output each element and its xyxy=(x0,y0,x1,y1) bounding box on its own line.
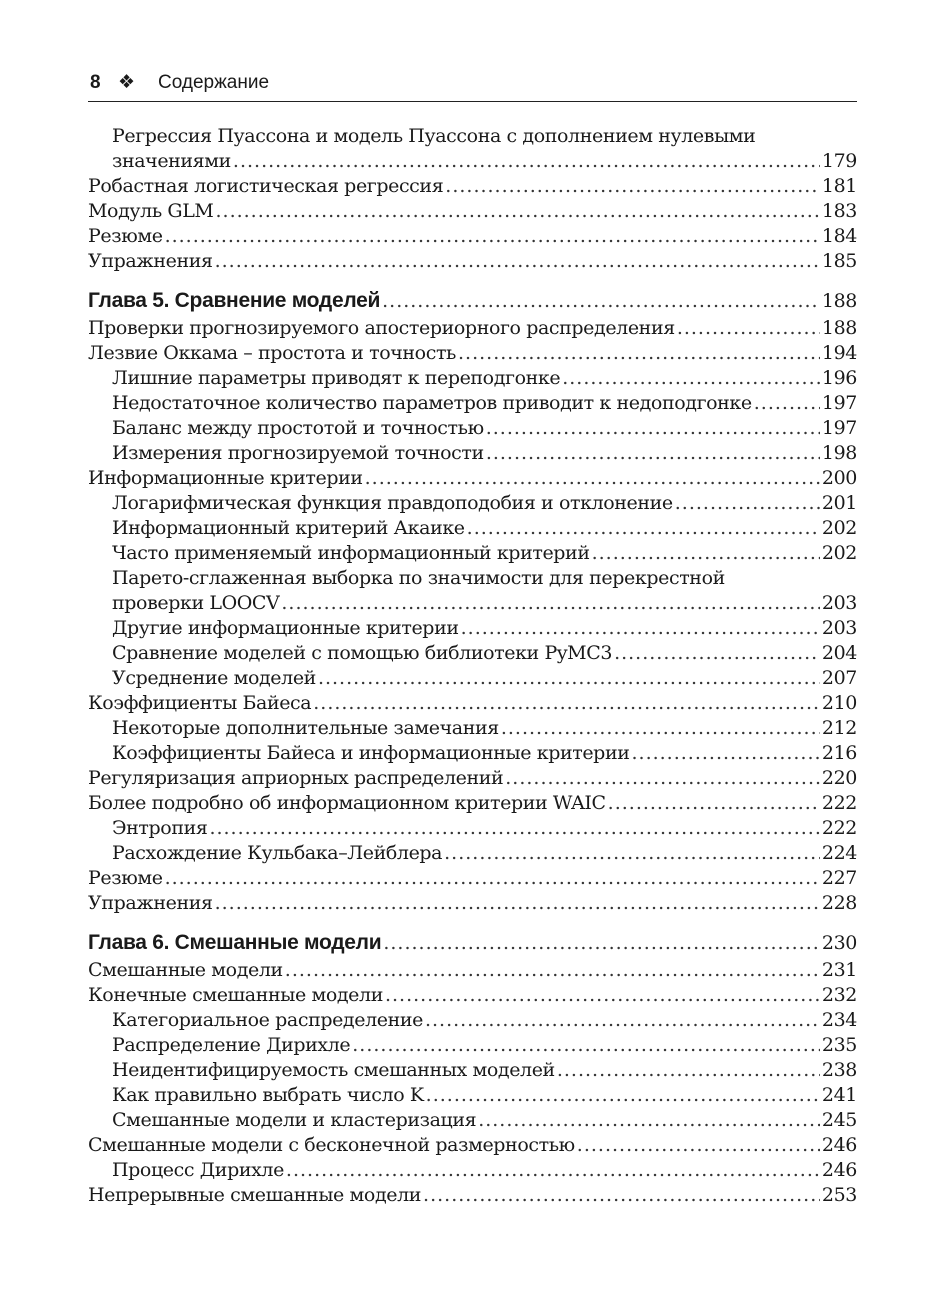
toc-entry-label: Логарифмическая функция правдоподобия и отклонение xyxy=(112,492,673,514)
toc-entry[interactable] xyxy=(88,1058,857,1083)
leader-dots xyxy=(426,1083,820,1108)
toc-page-number: 200 xyxy=(821,467,857,489)
toc-entry[interactable] xyxy=(88,341,857,366)
leader-dots xyxy=(215,249,820,274)
toc-entry[interactable] xyxy=(88,691,857,716)
toc-entry[interactable] xyxy=(88,199,857,224)
toc-entry[interactable] xyxy=(88,983,857,1008)
toc-entry[interactable] xyxy=(88,866,857,891)
toc-page-number: 203 xyxy=(821,617,857,639)
toc-page-number: 185 xyxy=(821,250,857,272)
leader-dots xyxy=(557,1058,820,1083)
leader-dots xyxy=(233,149,820,174)
toc-entry-label: Другие информационные критерии xyxy=(112,617,459,639)
toc-entry-label: Конечные смешанные модели xyxy=(88,984,383,1006)
toc-entry[interactable] xyxy=(88,416,857,441)
toc-entry[interactable] xyxy=(88,441,857,466)
toc-page-number: 188 xyxy=(821,290,857,312)
toc-page-number: 198 xyxy=(821,442,857,464)
toc-entry[interactable] xyxy=(88,224,857,249)
toc-entry-label: Как правильно выбрать число K xyxy=(112,1084,424,1106)
leader-dots xyxy=(286,1158,820,1183)
toc-entry[interactable] xyxy=(88,1183,857,1208)
toc-entry-label: Упражнения xyxy=(88,892,213,914)
chapter-title: Глава 5. Сравнение моделей xyxy=(88,289,381,312)
toc-page-number: 238 xyxy=(821,1059,857,1081)
toc-page-number: 197 xyxy=(821,417,857,439)
toc-page-number: 216 xyxy=(821,742,857,764)
leader-dots xyxy=(215,199,819,224)
toc-entry-label: Информационный критерий Акаике xyxy=(112,517,465,539)
toc-page-number: 235 xyxy=(821,1034,857,1056)
leader-dots xyxy=(382,286,820,316)
toc-page-number: 194 xyxy=(821,342,857,364)
toc-entry[interactable] xyxy=(88,816,857,841)
leader-dots xyxy=(165,866,820,891)
toc-page-number: 246 xyxy=(821,1134,857,1156)
leader-dots xyxy=(614,641,820,666)
running-header xyxy=(88,72,857,100)
toc-entry-label: Энтропия xyxy=(112,817,208,839)
toc-page-number: 246 xyxy=(821,1159,857,1181)
toc-entry-label: Резюме xyxy=(88,225,163,247)
toc-entry[interactable] xyxy=(88,641,857,666)
toc-entry-label: Модуль GLM xyxy=(88,200,214,222)
toc-entry-label: проверки LOOCV xyxy=(112,592,280,614)
leader-dots xyxy=(675,491,820,516)
toc-page-number: 188 xyxy=(821,317,857,339)
toc-entry[interactable] xyxy=(88,316,857,341)
toc-entry-label: Регуляризация априорных распределений xyxy=(88,767,504,789)
toc-entry[interactable] xyxy=(88,791,857,816)
toc-entry[interactable] xyxy=(88,541,857,566)
leader-dots xyxy=(285,958,820,983)
leader-dots xyxy=(754,391,820,416)
leader-dots xyxy=(352,1033,820,1058)
toc-entry-label: Сравнение моделей с помощью библиотеки PyMC3 xyxy=(112,642,613,664)
toc-entry[interactable] xyxy=(88,174,857,199)
leader-dots xyxy=(365,466,820,491)
leader-dots xyxy=(608,791,820,816)
toc-page-number: 228 xyxy=(821,892,857,914)
leader-dots xyxy=(445,174,820,199)
toc-page-number: 220 xyxy=(821,767,857,789)
toc-page-number: 202 xyxy=(821,542,857,564)
toc-entry[interactable] xyxy=(88,666,857,691)
leader-dots xyxy=(478,1108,820,1133)
leader-dots xyxy=(486,416,820,441)
leader-dots xyxy=(444,841,820,866)
toc-entry-label: Распределение Дирихле xyxy=(112,1034,351,1056)
toc-entry-label: Коэффициенты Байеса xyxy=(88,692,312,714)
toc-entry[interactable] xyxy=(88,391,857,416)
toc-entry-label: Смешанные модели с бесконечной размерностью xyxy=(88,1134,575,1156)
toc-entry-label: Смешанные модели xyxy=(88,959,283,981)
toc-entry-label: Лезвие Оккама – простота и точность xyxy=(88,342,456,364)
toc-entry-label: Лишние параметры приводят к переподгонке xyxy=(112,367,561,389)
toc-entry-label: Более подробно об информационном критерии WAIC xyxy=(88,792,606,814)
leader-dots xyxy=(383,928,820,958)
toc-page-number: 234 xyxy=(821,1009,857,1031)
ornament-icon: ❖ xyxy=(118,72,136,93)
leader-dots xyxy=(215,891,820,916)
toc-entry-line: Парето-сглаженная выборка по значимости для перекрестной xyxy=(112,567,725,589)
toc-page-number: 241 xyxy=(821,1084,857,1106)
toc-entry[interactable] xyxy=(88,366,857,391)
toc-entry-label: Процесс Дирихле xyxy=(112,1159,284,1181)
leader-dots xyxy=(501,716,820,741)
toc-entry[interactable] xyxy=(88,716,857,741)
toc-page-number: 210 xyxy=(821,692,857,714)
toc-entry-label: Смешанные модели и кластеризация xyxy=(112,1109,477,1131)
toc-page-number: 179 xyxy=(821,150,857,172)
toc-page-number: 201 xyxy=(821,492,857,514)
toc-entry[interactable] xyxy=(88,616,857,641)
toc-page-number: 212 xyxy=(821,717,857,739)
header-rule xyxy=(88,101,857,102)
toc-page-number: 197 xyxy=(821,392,857,414)
toc-entry[interactable] xyxy=(88,1008,857,1033)
toc-chapter[interactable] xyxy=(88,286,857,316)
toc-entry-label: Робастная логистическая регрессия xyxy=(88,175,444,197)
toc-page-number: 231 xyxy=(821,959,857,981)
toc-page-number: 204 xyxy=(821,642,857,664)
toc-entry-label: Расхождение Кульбака–Лейблера xyxy=(112,842,443,864)
toc-entry[interactable] xyxy=(88,149,857,174)
toc-entry-label: Коэффициенты Байеса и информационные критерии xyxy=(112,742,630,764)
toc-entry[interactable] xyxy=(88,1033,857,1058)
leader-dots xyxy=(313,691,820,716)
toc-page-number: 224 xyxy=(821,842,857,864)
toc-entry[interactable] xyxy=(88,1133,857,1158)
toc-page-number: 222 xyxy=(821,792,857,814)
toc-entry-label: Недостаточное количество параметров приводит к недоподгонке xyxy=(112,392,752,414)
chapter-title: Глава 6. Смешанные модели xyxy=(88,931,382,954)
toc-chapter[interactable] xyxy=(88,928,857,958)
section-title: Содержание xyxy=(158,72,270,93)
table-of-contents xyxy=(88,124,857,1208)
toc-page-number: 202 xyxy=(821,517,857,539)
toc-entry-label: Часто применяемый информационный критерий xyxy=(112,542,590,564)
leader-dots xyxy=(281,591,820,616)
toc-entry[interactable] xyxy=(88,1158,857,1183)
leader-dots xyxy=(458,341,820,366)
toc-entry[interactable] xyxy=(88,591,857,616)
leader-dots xyxy=(318,666,820,691)
toc-entry[interactable] xyxy=(88,766,857,791)
toc-page-number: 184 xyxy=(821,225,857,247)
leader-dots xyxy=(423,1183,820,1208)
toc-entry-label: значениями xyxy=(112,150,231,172)
toc-page-number: 227 xyxy=(821,867,857,889)
toc-entry-label: Информационные критерии xyxy=(88,467,363,489)
toc-page-number: 253 xyxy=(821,1184,857,1206)
leader-dots xyxy=(677,316,820,341)
toc-entry[interactable] xyxy=(88,516,857,541)
leader-dots xyxy=(562,366,820,391)
toc-entry-line: Регрессия Пуассона и модель Пуассона с дополнением нулевыми xyxy=(112,125,756,147)
toc-page-number: 232 xyxy=(821,984,857,1006)
toc-entry[interactable] xyxy=(88,1083,857,1108)
toc-entry[interactable] xyxy=(88,491,857,516)
toc-entry-label: Упражнения xyxy=(88,250,213,272)
toc-page-number: 222 xyxy=(821,817,857,839)
leader-dots xyxy=(592,541,820,566)
toc-page-number: 203 xyxy=(821,592,857,614)
toc-entry[interactable] xyxy=(88,466,857,491)
toc-page-number: 183 xyxy=(821,200,857,222)
toc-entry-label: Неидентифицируемость смешанных моделей xyxy=(112,1059,555,1081)
leader-dots xyxy=(209,816,819,841)
toc-entry-label: Проверки прогнозируемого апостериорного распределения xyxy=(88,317,675,339)
toc-entry-label: Непрерывные смешанные модели xyxy=(88,1184,422,1206)
leader-dots xyxy=(165,224,820,249)
toc-entry[interactable] xyxy=(88,958,857,983)
toc-entry[interactable] xyxy=(88,741,857,766)
leader-dots xyxy=(631,741,819,766)
toc-entry[interactable] xyxy=(88,891,857,916)
leader-dots xyxy=(461,616,820,641)
toc-entry[interactable] xyxy=(88,1108,857,1133)
leader-dots xyxy=(505,766,820,791)
toc-entry-label: Категориальное распределение xyxy=(112,1009,423,1031)
leader-dots xyxy=(425,1008,820,1033)
toc-page-number: 196 xyxy=(821,367,857,389)
toc-entry[interactable] xyxy=(88,841,857,866)
toc-page-number: 181 xyxy=(821,175,857,197)
toc-entry-label: Измерения прогнозируемой точности xyxy=(112,442,484,464)
toc-entry[interactable] xyxy=(88,249,857,274)
toc-page-number: 245 xyxy=(821,1109,857,1131)
page-number: 8 xyxy=(90,72,101,93)
leader-dots xyxy=(385,983,820,1008)
leader-dots xyxy=(486,441,820,466)
toc-entry-label: Усреднение моделей xyxy=(112,667,316,689)
toc-entry-label: Баланс между простотой и точностью xyxy=(112,417,484,439)
leader-dots xyxy=(467,516,820,541)
toc-page-number: 207 xyxy=(821,667,857,689)
toc-entry-label: Резюме xyxy=(88,867,163,889)
toc-entry-label: Некоторые дополнительные замечания xyxy=(112,717,499,739)
leader-dots xyxy=(577,1133,820,1158)
toc-page-number: 230 xyxy=(821,932,857,954)
